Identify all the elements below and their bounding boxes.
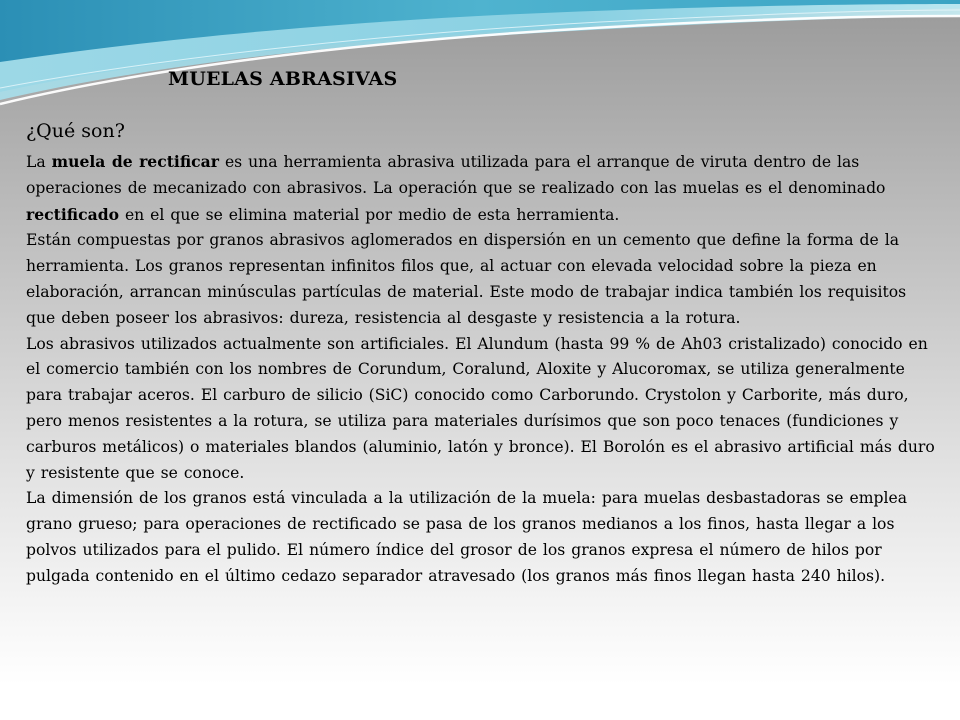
slide-title: MUELAS ABRASIVAS: [168, 68, 398, 90]
header-wave-decoration: [0, 0, 960, 130]
paragraph-text: La: [26, 153, 52, 171]
paragraph-definition: [26, 149, 938, 228]
body-text: [26, 149, 938, 590]
paragraph-abrasives: Los abrasivos utilizados actualmente son artificiales. El Alundum (hasta 99 % de Ah03 cristalizado) conocido en el comercio también con los nombres de Corundum, Coralund, Aloxite y Alucoromax, se utiliza generalmente para trabajar aceros. El carburo de silicio (SiC) conocido como Carborundo. Crystolon y Carborite, más duro, pero menos resistentes a la rotura, se utiliza para materiales durísimos que son poco tenaces (fundiciones y carburos metálicos) o materiales blandos (aluminio, latón y bronce). El Borolón es el abrasivo artificial más duro y resistente que se conoce.: [26, 334, 935, 482]
paragraph-grain-size: La dimensión de los granos está vinculada a la utilización de la muela: para muelas desbastadoras se emplea grano grueso; para operaciones de rectificado se pasa de los granos medianos a los finos, hasta llegar a los polvos utilizados para el pulido. El número índice del grosor de los granos expresa el número de hilos por pulgada contenido en el último cedazo separador atravesado (los granos más finos llegan hasta 240 hilos).: [26, 489, 907, 585]
paragraph-text: en el que se elimina material por medio de esta herramienta.: [119, 205, 620, 224]
paragraph-composition: Están compuestas por granos abrasivos aglomerados en dispersión en un cemento que define la forma de la herramienta. Los granos representan infinitos filos que, al actuar con elevada velocidad sobre la pieza en elaboración, arrancan minúsculas partículas de material. Este modo de trabajar indica también los requisitos que deben poseer los abrasivos: dureza, resistencia al desgaste y resistencia a la rotura.: [26, 231, 907, 327]
paragraph-text: es una herramienta abrasiva utilizada para el arranque de viruta dentro de las operaciones de mecanizado con abrasivos. La operación que se realizado con las muelas es el denominado: [26, 153, 886, 197]
section-subtitle: ¿Qué son?: [26, 120, 125, 142]
term-rectificado: rectificado: [26, 204, 119, 224]
term-muela-de-rectificar: muela de rectificar: [51, 152, 219, 171]
